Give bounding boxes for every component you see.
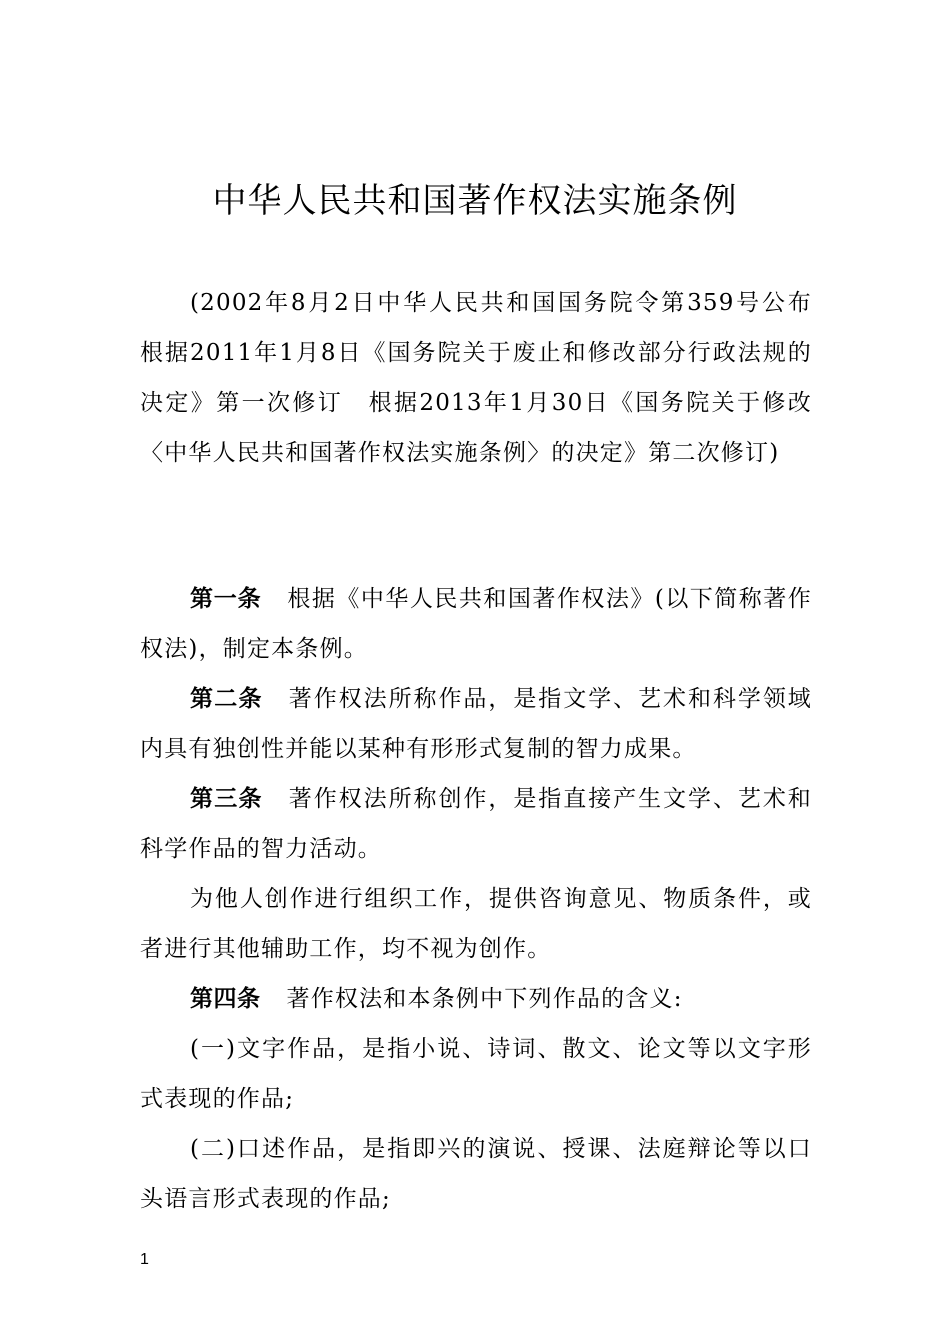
articles-block bbox=[140, 574, 812, 1224]
preamble-text: (2002年8月2日中华人民共和国国务院令第359号公布 根据2011年1月8日《国务院关于废止和修改部分行政法规的决定》第一次修订 根据2013年1月30日《国务院关于修改〈中华人民共和国著作权法实施条例〉的决定》第二次修订) bbox=[140, 290, 837, 466]
article-text: 著作权法所称创作，是指直接产生文学、艺术和科学作品的智力活动。 bbox=[140, 786, 813, 862]
article-paragraph bbox=[140, 574, 812, 674]
article-label: 第三条 bbox=[190, 786, 263, 812]
article-paragraph bbox=[140, 674, 812, 774]
article-text: 根据《中华人民共和国著作权法》(以下简称著作权法)，制定本条例。 bbox=[140, 586, 812, 662]
article-text: (二)口述作品，是指即兴的演说、授课、法庭辩论等以口头语言形式表现的作品; bbox=[140, 1136, 812, 1212]
article-label: 第四条 bbox=[190, 986, 261, 1012]
page-number: 1 bbox=[140, 1251, 149, 1268]
article-paragraph bbox=[140, 974, 812, 1024]
article-paragraph bbox=[140, 1124, 812, 1224]
document-title: 中华人民共和国著作权法实施条例 bbox=[212, 181, 738, 221]
preamble-block bbox=[140, 278, 837, 478]
article-paragraph bbox=[140, 874, 812, 974]
article-text: 著作权法所称作品，是指文学、艺术和科学领域内具有独创性并能以某种有形形式复制的智力成果。 bbox=[140, 686, 813, 762]
article-paragraph bbox=[140, 1024, 812, 1124]
article-label: 第一条 bbox=[190, 586, 262, 612]
article-text: (一)文字作品，是指小说、诗词、散文、论文等以文字形式表现的作品; bbox=[140, 1036, 812, 1112]
article-paragraph bbox=[140, 774, 812, 874]
article-text: 著作权法和本条例中下列作品的含义: bbox=[286, 986, 683, 1012]
article-label: 第二条 bbox=[190, 686, 263, 712]
article-text: 为他人创作进行组织工作，提供咨询意见、物质条件，或者进行其他辅助工作，均不视为创作。 bbox=[140, 886, 812, 962]
